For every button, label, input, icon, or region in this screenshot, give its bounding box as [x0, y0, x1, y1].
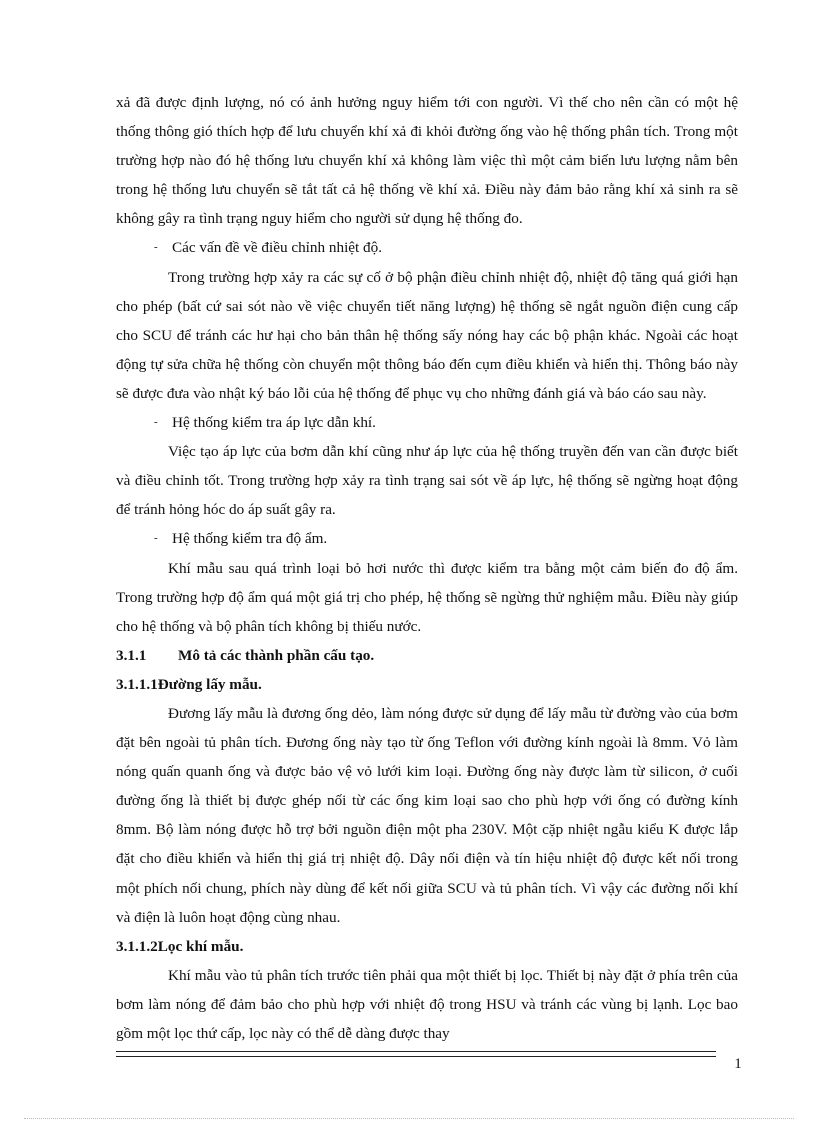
- bullet-humidity: - Hệ thống kiểm tra độ ẩm.: [116, 524, 738, 553]
- page-edge-dotted-line: [24, 1118, 794, 1119]
- bullet-mark: -: [154, 416, 158, 429]
- bullet-temperature: - Các vấn đề về điều chỉnh nhiệt độ.: [116, 233, 738, 262]
- section-title: Mô tả các thành phần cấu tạo.: [178, 646, 375, 664]
- section-number: 3.1.1: [116, 646, 147, 664]
- section-heading-components: [116, 641, 738, 670]
- bullet-mark: -: [154, 532, 158, 545]
- section-heading-sampling-line: 3.1.1.1Đường lấy mẫu.: [116, 675, 262, 693]
- page-number: 1: [734, 1056, 742, 1072]
- bullet-pressure: - Hệ thống kiểm tra áp lực dẫn khí.: [116, 408, 738, 437]
- paragraph-ventilation: xả đã được định lượng, nó có ảnh hưởng nguy hiểm tới con người. Vì thế cho nên cần có một hệ thống thông gió thích hợp để lưu chuyển khí xả đi khỏi đường ống vào hệ thống phân tích. Trong một trường hợp nào đó hệ thống lưu chuyển khí xả không làm việc thì một cảm biến lưu lượng nằm bên trong hệ thống lưu chuyển sẽ tắt tất cả hệ thống về khí xả. Điều này đảm bảo rằng khí xả sinh ra sẽ không gây ra tình trạng nguy hiểm cho người sử dụng hệ thống đo.: [116, 94, 738, 228]
- paragraph-pressure: Việc tạo áp lực của bơm dẫn khí cũng như áp lực của hệ thống truyền đến van cần được biết và điều chỉnh tốt. Trong trường hợp xảy ra tình trạng sai sót về áp lực, hệ thống sẽ ngừng hoạt động để tránh hỏng hóc do áp suất gây ra.: [116, 443, 738, 519]
- bullet-mark: -: [154, 241, 158, 254]
- section-heading-sample-filter: 3.1.1.2Lọc khí mẫu.: [116, 937, 244, 955]
- paragraph-temperature: Trong trường hợp xảy ra các sự cố ở bộ phận điều chỉnh nhiệt độ, nhiệt độ tăng quá giới hạn cho phép (bất cứ sai sót nào về việc chuyển tiết năng lượng) hệ thống sẽ ngắt nguồn điện cung cấp cho SCU để tránh các hư hại cho bản thân hệ thống sấy nóng hay các bộ phận khác. Ngoài các hoạt động tự sửa chữa hệ thống còn chuyển một thông báo đến cụm điều khiển và hiển thị. Thông báo này sẽ được đưa vào nhật ký báo lỗi của hệ thống để phục vụ cho những đánh giá và báo cáo sau này.: [116, 268, 738, 402]
- page-body: [116, 88, 738, 1048]
- footer-divider: [116, 1051, 716, 1057]
- paragraph-sampling-line: Đương lấy mẫu là đương ống dẻo, làm nóng được sử dụng để lấy mẫu từ đường vào của bơm đặt bên ngoài tủ phân tích. Đương ống này tạo từ ống Teflon với đường kính ngoài là 8mm. Vỏ làm nóng quấn quanh ống và được bảo vệ vỏ lưới kim loại. Đường ống này được làm từ silicon, ở cuối đường ống là thiết bị được ghép nối từ các ống kim loại sao cho phù hợp với ống có đường kính 8mm. Bộ làm nóng được hỗ trợ bởi nguồn điện một pha 230V. Một cặp nhiệt ngẫu kiểu K được lắp đặt cho điều khiển và hiển thị giá trị nhiệt độ. Dây nối điện và tín hiệu nhiệt độ được kết nối trong một phích nối chung, phích này dùng để kết nối giữa SCU và tủ phân tích. Vì vậy các đường nối khí và điện là luôn hoạt động cùng nhau.: [116, 704, 738, 926]
- paragraph-humidity: Khí mẫu sau quá trình loại bỏ hơi nước thì được kiểm tra bằng một cảm biến đo độ ẩm. Trong trường hợp độ ẩm quá một giá trị cho phép, hệ thống sẽ ngừng thử nghiệm mẫu. Điều này giúp cho hệ thống và bộ phân tích không bị thiếu nước.: [116, 559, 738, 635]
- paragraph-sample-filter: Khí mẫu vào tủ phân tích trước tiên phải qua một thiết bị lọc. Thiết bị này đặt ở phía trên của bơm làm nóng để đảm bảo cho phù hợp với nhiệt độ trong HSU và tránh các vùng bị lạnh. Lọc bao gồm một lọc thứ cấp, lọc này có thể dễ dàng được thay: [116, 966, 738, 1042]
